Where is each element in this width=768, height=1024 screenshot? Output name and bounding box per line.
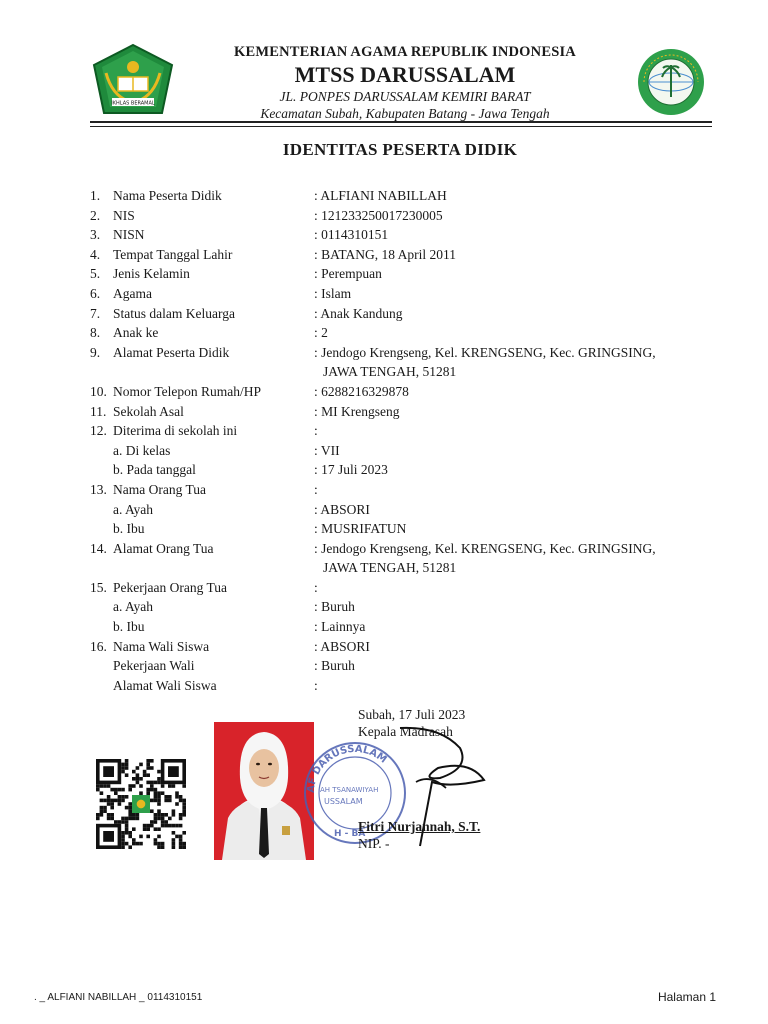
letterhead (180, 44, 630, 122)
field-number (90, 460, 113, 480)
field-number (90, 500, 113, 520)
field-value-line: : Anak Kandung (314, 305, 403, 321)
field-label: b. Pada tanggal (113, 462, 196, 478)
logo-motto: IKHLAS BERAMAL (111, 100, 155, 107)
school-logo (636, 47, 706, 117)
field-label: Alamat Peserta Didik (113, 344, 230, 360)
field-row (90, 539, 690, 578)
field-row (90, 637, 690, 657)
field-value-line: : Buruh (314, 658, 355, 674)
student-photo (214, 722, 314, 860)
field-value (314, 343, 690, 382)
field-row (90, 264, 690, 284)
field-row (90, 421, 690, 441)
field-value (314, 656, 690, 676)
field-number: 16. (90, 638, 107, 654)
field-row (90, 343, 690, 382)
field-value-line: : ABSORI (314, 501, 370, 517)
field-value-line: : MI Krengseng (314, 403, 400, 419)
field-number (90, 617, 113, 637)
field-row (90, 500, 690, 520)
field-label: NISN (113, 227, 145, 243)
field-value-line: JAWA TENGAH, 51281 (323, 364, 457, 380)
field-number: 12. (90, 423, 107, 439)
field-number: 2. (90, 207, 101, 223)
school-name: MTSS DARUSSALAM (294, 62, 516, 87)
field-label: b. Ibu (113, 521, 145, 537)
field-value-line: : VII (314, 442, 340, 458)
document-title: IDENTITAS PESERTA DIDIK (282, 140, 518, 159)
field-value (314, 421, 690, 441)
field-row (90, 480, 690, 500)
field-row (90, 323, 690, 343)
field-value-line: : Jendogo Krengseng, Kel. KRENGSENG, Kec. GRINGSING, (314, 540, 656, 556)
field-label: Sekolah Asal (113, 403, 184, 419)
field-label: Status dalam Keluarga (113, 305, 235, 321)
field-value-line: : (314, 579, 318, 595)
field-label: Pekerjaan Orang Tua (113, 579, 227, 595)
field-value-line: : 0114310151 (314, 227, 389, 243)
field-value-line: : (314, 423, 318, 439)
field-value (314, 676, 690, 696)
field-value (314, 323, 690, 343)
field-label: Tempat Tanggal Lahir (113, 246, 233, 262)
field-row (90, 284, 690, 304)
stamp-middle-text1: AH TSANAWIYAH (320, 786, 379, 794)
qr-code (96, 759, 186, 849)
field-value-line: : ALFIANI NABILLAH (314, 188, 447, 203)
field-number: 15. (90, 579, 107, 595)
field-number: 4. (90, 246, 101, 262)
field-row (90, 402, 690, 422)
identity-fields (90, 186, 690, 695)
field-value-line: : (314, 481, 318, 497)
signature-position: Kepala Madrasah (358, 724, 453, 739)
signatory-name: Fitri Nurjannah, S.T. (358, 819, 481, 834)
field-value-line: JAWA TENGAH, 51281 (323, 560, 457, 576)
field-row (90, 519, 690, 539)
field-value (314, 480, 690, 500)
field-label: Diterima di sekolah ini (113, 423, 238, 439)
field-label: a. Ayah (113, 501, 153, 517)
field-value (314, 578, 690, 598)
field-value-line: : ABSORI (314, 638, 370, 654)
field-label: Nama Peserta Didik (113, 188, 222, 203)
signature-place-date: Subah, 17 Juli 2023 (358, 707, 466, 722)
field-number: 11. (90, 403, 107, 419)
field-label: a. Ayah (113, 599, 153, 615)
kemenag-logo (92, 43, 174, 115)
field-value-line: : 2 (314, 325, 328, 341)
footer-document-id: . _ ALFIANI NABILLAH _ 0114310151 (34, 992, 203, 1003)
field-value (314, 186, 690, 206)
field-row (90, 460, 690, 480)
field-value-line: : Lainnya (314, 619, 366, 635)
field-value (314, 264, 690, 284)
field-label: Nomor Telepon Rumah/HP (113, 383, 262, 399)
field-row (90, 382, 690, 402)
field-value-line: : BATANG, 18 April 2011 (314, 246, 457, 262)
ministry-name: KEMENTERIAN AGAMA REPUBLIK INDONESIA (234, 44, 576, 60)
field-value (314, 637, 690, 657)
header-rule-thin (90, 126, 712, 127)
footer-page-number: Halaman 1 (657, 990, 716, 1004)
field-label: Jenis Kelamin (113, 266, 190, 282)
field-number (90, 656, 113, 676)
field-row (90, 225, 690, 245)
field-value-line: : MUSRIFATUN (314, 521, 407, 537)
field-number: 7. (90, 305, 101, 321)
field-value (314, 441, 690, 461)
field-value (314, 460, 690, 480)
field-value-line: : Buruh (314, 599, 355, 615)
field-value-line: : 121233250017230005 (314, 207, 443, 223)
field-row (90, 578, 690, 598)
field-row (90, 206, 690, 226)
field-number (90, 676, 113, 696)
field-row (90, 441, 690, 461)
field-label: Pekerjaan Wali (113, 658, 195, 674)
field-label: Alamat Orang Tua (113, 540, 214, 556)
school-address-line1: JL. PONPES DARUSSALAM KEMIRI BARAT (279, 89, 531, 104)
field-row (90, 304, 690, 324)
field-value (314, 597, 690, 617)
field-label: NIS (113, 207, 135, 223)
field-value (314, 617, 690, 637)
field-number: 13. (90, 481, 107, 497)
field-label: Alamat Wali Siswa (113, 677, 217, 693)
field-value-line: : (314, 677, 318, 693)
field-row (90, 597, 690, 617)
field-row (90, 617, 690, 637)
signatory-nip: NIP. - (358, 836, 390, 851)
field-value (314, 539, 690, 578)
field-row (90, 656, 690, 676)
field-row (90, 245, 690, 265)
field-number (90, 519, 113, 539)
field-label: Nama Wali Siswa (113, 638, 210, 654)
field-value (314, 402, 690, 422)
field-row (90, 186, 690, 206)
field-label: Anak ke (113, 325, 159, 341)
field-label: Nama Orang Tua (113, 481, 206, 497)
field-value-line: : 17 Juli 2023 (314, 462, 388, 478)
stamp-bottom-text: H - BA (334, 829, 366, 839)
field-number: 3. (90, 227, 101, 243)
field-number: 6. (90, 285, 101, 301)
field-number: 9. (90, 344, 101, 360)
stamp-top-text: AF DARUSSALAM (305, 743, 389, 794)
field-label: Agama (113, 285, 152, 301)
field-value-line: : Jendogo Krengseng, Kel. KRENGSENG, Kec. GRINGSING, (314, 344, 656, 360)
field-value (314, 382, 690, 402)
field-number (90, 597, 113, 617)
field-number: 10. (90, 383, 107, 399)
field-number: 5. (90, 266, 101, 282)
field-label: b. Ibu (113, 619, 145, 635)
stamp-middle-text2: USSALAM (324, 797, 363, 806)
school-address-line2: Kecamatan Subah, Kabupaten Batang - Jawa Tengah (260, 106, 550, 121)
field-number (90, 441, 113, 461)
field-value (314, 284, 690, 304)
field-row (90, 676, 690, 696)
field-number: 1. (90, 188, 101, 203)
field-number: 8. (90, 325, 101, 341)
field-value-line: : 6288216329878 (314, 383, 409, 399)
field-value (314, 304, 690, 324)
field-value (314, 206, 690, 226)
field-value (314, 500, 690, 520)
field-value-line: : Perempuan (314, 266, 382, 282)
field-value (314, 519, 690, 539)
field-value (314, 225, 690, 245)
field-number: 14. (90, 540, 107, 556)
header-rule-thick (90, 121, 712, 123)
field-value-line: : Islam (314, 285, 352, 301)
field-label: a. Di kelas (113, 442, 171, 458)
field-value (314, 245, 690, 265)
